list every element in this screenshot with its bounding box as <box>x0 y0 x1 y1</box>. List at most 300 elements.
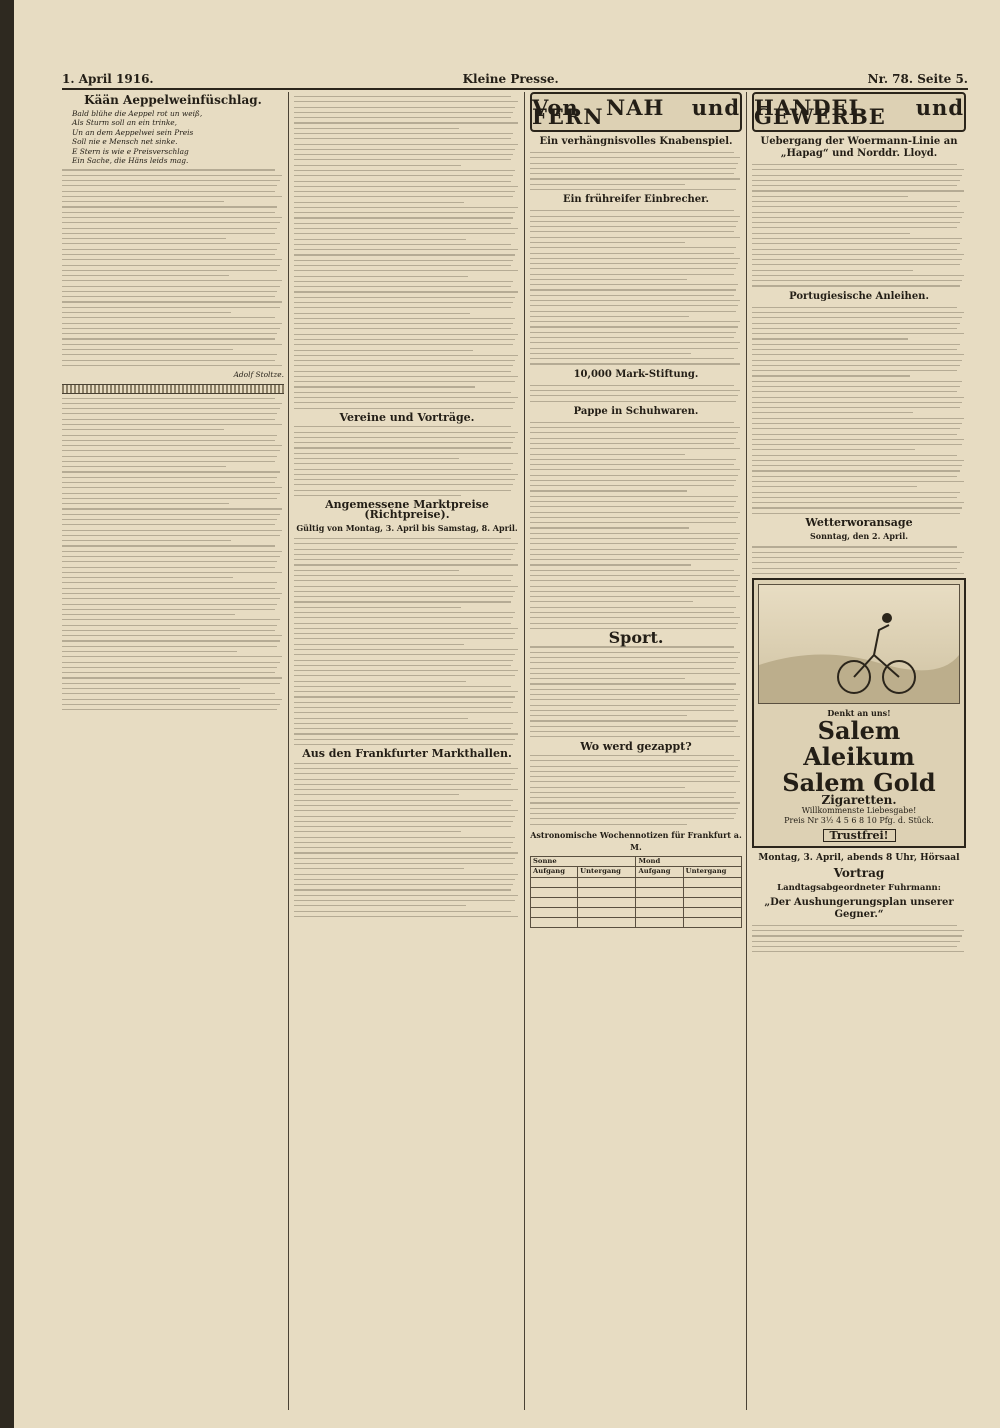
stiftung-lines <box>530 385 742 402</box>
text-line <box>294 707 511 708</box>
marktpreise-validity: Gültig von Montag, 3. April bis Samstag, 8. April. <box>296 523 518 534</box>
text-line <box>294 665 511 666</box>
text-line <box>62 450 280 451</box>
text-line <box>752 222 960 223</box>
text-line <box>530 490 687 491</box>
text-line <box>62 307 280 308</box>
text-line <box>294 874 518 875</box>
text-line <box>294 538 511 539</box>
text-line <box>752 434 957 435</box>
text-line <box>294 696 515 697</box>
text-line <box>752 270 913 271</box>
text-line <box>530 533 740 534</box>
text-line <box>530 289 736 290</box>
text-line <box>294 768 518 769</box>
text-line <box>62 222 280 223</box>
heading-woermann: Uebergang der Woermann-Linie an „Hapag“ und Norddr. Lloyd. <box>760 136 958 159</box>
text-line <box>294 281 513 282</box>
text-line <box>752 317 962 318</box>
text-line <box>752 476 957 477</box>
text-line <box>62 625 277 626</box>
text-line <box>752 307 957 308</box>
text-line <box>62 233 275 234</box>
text-line <box>530 247 736 248</box>
text-line <box>530 683 736 684</box>
text-line <box>294 212 515 213</box>
heading-wo-gezappt: Wo werd gezappt? <box>580 739 692 753</box>
text-line <box>530 787 685 788</box>
text-line <box>530 575 740 576</box>
text-line <box>530 173 734 174</box>
text-line <box>294 154 513 155</box>
text-line <box>752 328 957 329</box>
text-line <box>294 649 518 650</box>
text-line <box>530 353 691 354</box>
text-line <box>530 454 685 455</box>
text-line <box>62 535 280 536</box>
column-2 <box>294 92 520 1410</box>
marktpreise-lines <box>294 538 520 745</box>
text-line <box>530 358 734 359</box>
text-line <box>752 428 960 429</box>
text-line <box>752 465 962 466</box>
text-line <box>294 868 464 869</box>
text-line <box>294 328 511 329</box>
text-line <box>294 837 515 838</box>
notice-lines <box>752 925 966 953</box>
text-line <box>530 617 740 618</box>
text-line <box>62 508 282 509</box>
text-line <box>294 344 513 345</box>
text-line <box>752 502 964 503</box>
text-line <box>62 477 277 478</box>
markthallen-lines <box>294 763 520 917</box>
text-line <box>62 419 275 420</box>
text-line <box>530 332 736 333</box>
notice-speaker: Landtagsabgeordneter Fuhrmann: <box>777 882 941 893</box>
text-line <box>752 513 960 514</box>
text-line <box>530 554 740 555</box>
text-line <box>294 437 515 438</box>
text-line <box>530 210 734 211</box>
text-line <box>62 561 277 562</box>
heading-marktpreise: Angemessene Marktpreise (Richtpreise). <box>325 498 489 521</box>
text-line <box>752 217 962 218</box>
ad-illustration-cyclist <box>758 584 960 704</box>
text-line <box>294 276 468 277</box>
text-line <box>530 522 736 523</box>
text-line <box>530 720 738 721</box>
text-line <box>294 376 518 377</box>
text-line <box>294 686 511 687</box>
text-line <box>294 479 515 480</box>
text-line <box>530 363 740 364</box>
ad-product: Zigaretten. <box>821 793 897 808</box>
text-line <box>530 459 736 460</box>
text-line <box>530 480 736 481</box>
text-line <box>294 612 515 613</box>
text-line <box>530 152 734 153</box>
text-line <box>752 180 960 181</box>
text-line <box>530 268 736 269</box>
text-line <box>294 228 518 229</box>
text-line <box>62 169 275 170</box>
text-line <box>62 530 282 531</box>
text-line <box>530 168 736 169</box>
text-line <box>752 238 962 239</box>
text-line <box>62 672 275 673</box>
text-line <box>294 607 461 608</box>
text-line <box>294 889 511 890</box>
text-line <box>294 852 518 853</box>
text-line <box>294 265 511 266</box>
text-line <box>530 755 734 756</box>
astro-col-mond: Mond <box>636 856 742 866</box>
text-line <box>530 496 738 497</box>
text-line <box>752 423 962 424</box>
text-line <box>62 540 231 541</box>
heading-einbrecher: Ein frühreifer Einbrecher. <box>563 194 709 206</box>
text-line <box>294 186 518 187</box>
section-separator <box>62 384 284 394</box>
text-line <box>294 202 464 203</box>
heading-sport: Sport. <box>608 628 664 648</box>
text-line <box>752 164 957 165</box>
text-line <box>62 461 275 462</box>
woermann-lines <box>752 164 966 287</box>
text-line <box>752 280 962 281</box>
text-line <box>294 170 515 171</box>
text-line <box>62 249 277 250</box>
heading-wetter: Wetterworansage <box>805 516 913 529</box>
text-line <box>294 744 513 745</box>
column-rule <box>746 92 747 1410</box>
text-line <box>294 469 511 470</box>
text-line <box>294 884 513 885</box>
text-line <box>530 231 734 232</box>
text-line <box>294 244 511 245</box>
text-line <box>62 630 275 631</box>
text-line <box>62 175 282 176</box>
text-line <box>294 596 513 597</box>
text-line <box>530 570 734 571</box>
text-line <box>294 149 515 150</box>
text-line <box>530 596 740 597</box>
header-paper: Kleine Presse. <box>462 72 559 86</box>
text-line <box>294 453 518 454</box>
text-line <box>62 296 275 297</box>
text-line <box>62 413 277 414</box>
text-line <box>62 360 275 361</box>
text-line <box>752 407 960 408</box>
text-line <box>62 445 282 446</box>
text-line <box>752 206 957 207</box>
text-line <box>752 402 962 403</box>
text-line <box>294 233 515 234</box>
text-line <box>530 808 738 809</box>
text-line <box>62 185 277 186</box>
text-line <box>294 365 513 366</box>
text-line <box>294 397 518 398</box>
text-line <box>294 432 518 433</box>
text-line <box>752 951 964 952</box>
text-line <box>530 385 734 386</box>
text-line <box>294 712 518 713</box>
text-line <box>530 342 740 343</box>
text-line <box>530 337 734 338</box>
text-line <box>530 401 736 402</box>
text-line <box>530 178 740 179</box>
poem-body-lines <box>62 169 284 366</box>
text-line <box>752 418 964 419</box>
text-line <box>62 349 233 350</box>
text-line <box>294 249 518 250</box>
text-line <box>294 773 515 774</box>
text-line <box>294 239 466 240</box>
poem-signature: Adolf Stoltze. <box>233 370 284 380</box>
text-line <box>62 588 275 589</box>
text-line <box>530 797 734 798</box>
text-line <box>62 545 275 546</box>
text-line <box>294 297 515 298</box>
text-line <box>294 313 470 314</box>
text-line <box>530 432 738 433</box>
ad-slogan: Denkt an uns! <box>827 708 891 719</box>
text-line <box>294 426 511 427</box>
text-line <box>530 469 740 470</box>
text-line <box>294 323 513 324</box>
text-line <box>294 318 515 319</box>
text-line <box>62 471 280 472</box>
text-line <box>294 392 511 393</box>
text-line <box>62 275 229 276</box>
text-line <box>752 169 964 170</box>
text-line <box>530 623 738 624</box>
text-line <box>62 228 277 229</box>
text-line <box>294 112 513 113</box>
text-line <box>530 226 736 227</box>
text-line <box>294 260 513 261</box>
notice-date: Montag, 3. April, abends 8 Uhr, Hörsaal <box>758 852 960 863</box>
text-line <box>530 705 736 706</box>
text-line <box>62 493 280 494</box>
text-line <box>530 316 689 317</box>
text-line <box>62 503 229 504</box>
text-line <box>294 554 513 555</box>
text-line <box>294 138 511 139</box>
poem-title: Kään Aeppelweinfüschlag. <box>84 93 262 107</box>
text-line <box>294 784 511 785</box>
text-line <box>752 175 962 176</box>
text-line <box>530 726 736 727</box>
column-1 <box>62 92 284 1410</box>
text-line <box>530 543 736 544</box>
text-line <box>752 333 964 334</box>
text-line <box>294 386 475 387</box>
wetter-lines <box>752 546 966 574</box>
text-line <box>62 551 282 552</box>
text-line <box>294 733 518 734</box>
text-line <box>62 609 275 610</box>
text-line <box>62 662 280 663</box>
text-line <box>62 238 226 239</box>
text-line <box>294 842 513 843</box>
binding-gutter <box>0 0 14 1428</box>
text-line <box>294 181 511 182</box>
text-line <box>62 651 237 652</box>
text-line <box>530 464 734 465</box>
text-line <box>752 930 964 931</box>
banner-nah-fern: Von NAH und FERN <box>530 92 742 132</box>
text-line <box>294 675 515 676</box>
text-line <box>294 381 515 382</box>
notice-title: Vortrag <box>833 865 885 880</box>
astro-sub: Untergang <box>683 867 741 877</box>
page-header <box>62 66 968 90</box>
text-line <box>62 217 282 218</box>
text-line <box>294 117 511 118</box>
text-line <box>752 481 964 482</box>
astro-col-sonne: Sonne <box>531 856 636 866</box>
text-line <box>530 184 685 185</box>
text-line <box>530 390 740 391</box>
text-line <box>530 652 740 653</box>
text-line <box>530 237 740 238</box>
text-line <box>294 175 513 176</box>
text-line <box>752 391 957 392</box>
text-line <box>752 249 957 250</box>
text-line <box>530 274 734 275</box>
text-line <box>530 731 734 732</box>
text-line <box>752 941 960 942</box>
text-line <box>294 223 511 224</box>
text-line <box>294 601 511 602</box>
text-line <box>294 900 515 901</box>
text-line <box>530 818 734 819</box>
text-line <box>752 492 960 493</box>
ad-price: Preis Nr 3½ 4 5 6 8 10 Pfg. d. Stück. <box>784 815 934 825</box>
text-line <box>530 792 736 793</box>
text-line <box>294 800 513 801</box>
text-line <box>530 501 736 502</box>
text-line <box>530 824 687 825</box>
text-line <box>530 646 734 647</box>
text-line <box>294 821 513 822</box>
text-line <box>294 207 518 208</box>
text-line <box>752 196 908 197</box>
text-line <box>294 895 518 896</box>
text-line <box>62 498 277 499</box>
column-4 <box>752 92 966 1410</box>
text-line <box>294 858 515 859</box>
text-line <box>530 776 734 777</box>
text-line <box>62 291 277 292</box>
text-line <box>530 580 738 581</box>
text-line <box>530 348 738 349</box>
text-line <box>530 295 734 296</box>
text-line <box>530 628 736 629</box>
text-line <box>294 654 515 655</box>
cyclist-illustration <box>759 585 959 703</box>
text-line <box>294 831 461 832</box>
newspaper-page <box>14 0 1000 1428</box>
text-line <box>294 916 518 917</box>
text-line <box>62 693 275 694</box>
heading-astronomie: Astronomische Wochennotizen für Frankfurt a. M. <box>530 829 742 852</box>
text-line <box>294 763 511 764</box>
text-line <box>752 354 964 355</box>
heading-anleihen: Portugiesische Anleihen. <box>789 290 929 302</box>
text-line <box>294 660 513 661</box>
text-line <box>62 265 280 266</box>
text-line <box>62 688 240 689</box>
text-line <box>294 286 511 287</box>
text-line <box>294 144 518 145</box>
text-line <box>62 312 231 313</box>
text-line <box>294 816 515 817</box>
text-line <box>62 191 275 192</box>
text-line <box>752 312 964 313</box>
text-line <box>530 284 738 285</box>
text-line <box>294 339 515 340</box>
text-line <box>62 280 282 281</box>
text-line <box>752 275 964 276</box>
text-line <box>62 333 277 334</box>
text-line <box>294 334 518 335</box>
text-line <box>752 338 908 339</box>
text-line <box>752 552 964 553</box>
text-line <box>752 254 964 255</box>
text-line <box>530 678 685 679</box>
text-line <box>530 736 740 737</box>
text-line <box>294 911 511 912</box>
text-line <box>62 487 282 488</box>
text-line <box>752 562 960 563</box>
text-line <box>62 301 282 302</box>
text-line <box>530 300 740 301</box>
text-line <box>752 185 957 186</box>
text-line <box>294 371 511 372</box>
text-line <box>62 646 277 647</box>
text-line <box>62 424 282 425</box>
text-line <box>62 429 224 430</box>
text-line <box>62 635 282 636</box>
text-line <box>294 570 459 571</box>
text-line <box>294 789 518 790</box>
text-line <box>752 568 957 569</box>
text-line <box>62 604 277 605</box>
text-line <box>294 458 459 459</box>
astronomy-table <box>530 856 742 928</box>
text-line <box>752 449 915 450</box>
text-line <box>294 805 511 806</box>
text-line <box>530 422 734 423</box>
theater-news-lines <box>294 96 520 409</box>
text-line <box>530 448 740 449</box>
text-line <box>62 338 275 339</box>
text-line <box>752 370 957 371</box>
ad-brand-gold: Salem Gold <box>782 768 936 798</box>
text-line <box>294 580 511 581</box>
text-line <box>62 440 275 441</box>
text-line <box>752 935 962 936</box>
text-line <box>752 381 962 382</box>
text-line <box>62 482 275 483</box>
text-line <box>752 497 957 498</box>
text-line <box>752 507 962 508</box>
text-line <box>294 408 513 409</box>
text-line <box>752 925 957 926</box>
